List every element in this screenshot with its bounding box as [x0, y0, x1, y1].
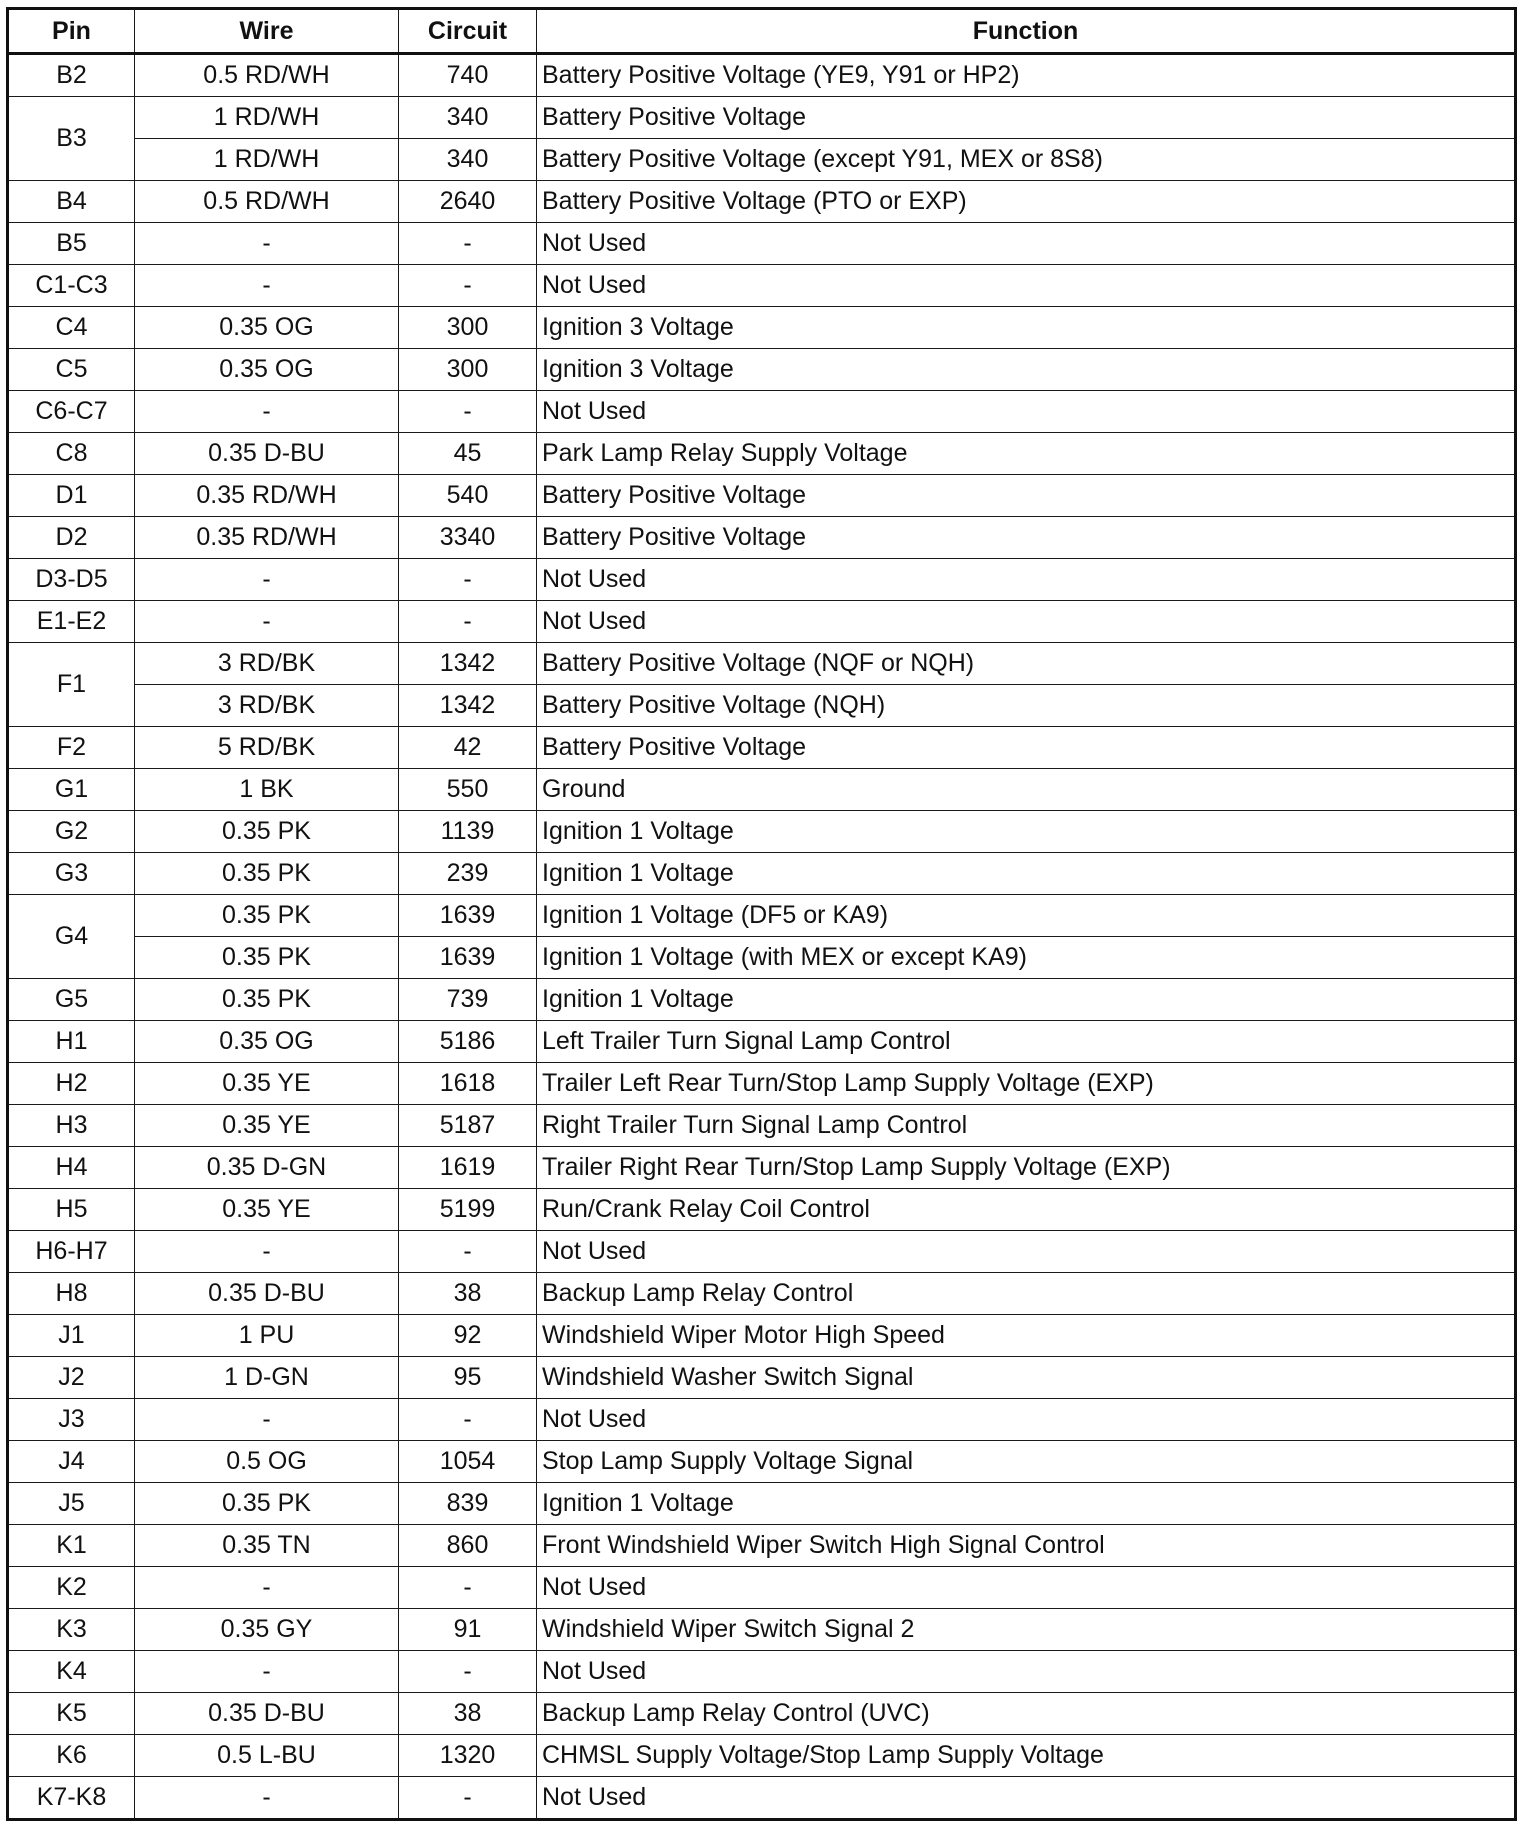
pin-cell: G5 [8, 979, 135, 1021]
circuit-cell: 2640 [399, 181, 537, 223]
wire-cell: 0.5 RD/WH [135, 181, 399, 223]
circuit-cell: - [399, 1231, 537, 1273]
table-row [8, 1441, 1516, 1483]
circuit-cell: 340 [399, 97, 537, 139]
wire-cell: 0.35 PK [135, 979, 399, 1021]
circuit-cell: - [399, 1399, 537, 1441]
circuit-cell: - [399, 1651, 537, 1693]
pin-cell: K4 [8, 1651, 135, 1693]
pin-cell: K5 [8, 1693, 135, 1735]
wire-cell: 3 RD/BK [135, 643, 399, 685]
function-cell: Not Used [537, 1651, 1516, 1693]
function-cell: Backup Lamp Relay Control [537, 1273, 1516, 1315]
function-cell: Park Lamp Relay Supply Voltage [537, 433, 1516, 475]
function-cell: Ignition 1 Voltage [537, 853, 1516, 895]
pin-cell: G4 [8, 895, 135, 979]
wire-cell: 0.35 PK [135, 937, 399, 979]
circuit-cell: 550 [399, 769, 537, 811]
table-row [8, 1483, 1516, 1525]
circuit-cell: 860 [399, 1525, 537, 1567]
column-header-wire: Wire [135, 9, 399, 54]
pin-cell: E1-E2 [8, 601, 135, 643]
function-cell: Front Windshield Wiper Switch High Signal Control [537, 1525, 1516, 1567]
circuit-cell: 92 [399, 1315, 537, 1357]
wire-cell: 0.35 D-GN [135, 1147, 399, 1189]
function-cell: Battery Positive Voltage (PTO or EXP) [537, 181, 1516, 223]
function-cell: Battery Positive Voltage (except Y91, MEX or 8S8) [537, 139, 1516, 181]
column-header-circuit: Circuit [399, 9, 537, 54]
circuit-cell: 38 [399, 1693, 537, 1735]
circuit-cell: 1320 [399, 1735, 537, 1777]
function-cell: Backup Lamp Relay Control (UVC) [537, 1693, 1516, 1735]
pin-cell: F2 [8, 727, 135, 769]
table-row [8, 391, 1516, 433]
pin-cell: H3 [8, 1105, 135, 1147]
table-row [8, 1609, 1516, 1651]
wire-cell: 0.35 RD/WH [135, 517, 399, 559]
wire-cell: 1 PU [135, 1315, 399, 1357]
function-cell: Battery Positive Voltage [537, 517, 1516, 559]
table-row [8, 895, 1516, 937]
circuit-cell: 1618 [399, 1063, 537, 1105]
wire-cell: 5 RD/BK [135, 727, 399, 769]
pin-cell: B2 [8, 54, 135, 97]
table-row [8, 1189, 1516, 1231]
function-cell: Battery Positive Voltage (NQF or NQH) [537, 643, 1516, 685]
function-cell: Left Trailer Turn Signal Lamp Control [537, 1021, 1516, 1063]
wire-cell: 0.5 OG [135, 1441, 399, 1483]
function-cell: Ignition 1 Voltage (with MEX or except KA9) [537, 937, 1516, 979]
pin-cell: C8 [8, 433, 135, 475]
circuit-cell: 1639 [399, 895, 537, 937]
wire-cell: 0.35 D-BU [135, 1693, 399, 1735]
wire-cell: 0.35 D-BU [135, 1273, 399, 1315]
circuit-cell: 300 [399, 349, 537, 391]
circuit-cell: 739 [399, 979, 537, 1021]
pinout-table-container [6, 7, 1517, 1821]
circuit-cell: 740 [399, 54, 537, 97]
circuit-cell: 1639 [399, 937, 537, 979]
circuit-cell: 5187 [399, 1105, 537, 1147]
circuit-cell: - [399, 1777, 537, 1820]
table-row [8, 1063, 1516, 1105]
table-row [8, 727, 1516, 769]
wire-cell: 0.35 PK [135, 853, 399, 895]
function-cell: Ignition 1 Voltage (DF5 or KA9) [537, 895, 1516, 937]
table-row [8, 1147, 1516, 1189]
circuit-cell: - [399, 265, 537, 307]
table-row [8, 853, 1516, 895]
function-cell: Ground [537, 769, 1516, 811]
table-row [8, 979, 1516, 1021]
circuit-cell: - [399, 223, 537, 265]
function-cell: Windshield Wiper Motor High Speed [537, 1315, 1516, 1357]
table-row [8, 1735, 1516, 1777]
wire-cell: - [135, 1777, 399, 1820]
circuit-cell: 239 [399, 853, 537, 895]
table-row [8, 349, 1516, 391]
function-cell: Ignition 1 Voltage [537, 811, 1516, 853]
table-row [8, 1399, 1516, 1441]
table-row [8, 475, 1516, 517]
function-cell: Ignition 3 Voltage [537, 307, 1516, 349]
function-cell: Windshield Wiper Switch Signal 2 [537, 1609, 1516, 1651]
circuit-cell: 3340 [399, 517, 537, 559]
pin-cell: F1 [8, 643, 135, 727]
table-row [8, 1357, 1516, 1399]
table-row [8, 1105, 1516, 1147]
wire-cell: 1 RD/WH [135, 97, 399, 139]
circuit-cell: 45 [399, 433, 537, 475]
table-row [8, 643, 1516, 685]
column-header-pin: Pin [8, 9, 135, 54]
pin-cell: J5 [8, 1483, 135, 1525]
wire-cell: - [135, 559, 399, 601]
function-cell: Battery Positive Voltage (YE9, Y91 or HP2) [537, 54, 1516, 97]
pin-cell: J4 [8, 1441, 135, 1483]
table-row [8, 1651, 1516, 1693]
pin-cell: J2 [8, 1357, 135, 1399]
pin-cell: K2 [8, 1567, 135, 1609]
table-row [8, 559, 1516, 601]
table-row [8, 1315, 1516, 1357]
column-header-function: Function [537, 9, 1516, 54]
circuit-cell: 300 [399, 307, 537, 349]
pin-cell: B3 [8, 97, 135, 181]
wire-cell: - [135, 265, 399, 307]
pin-cell: D3-D5 [8, 559, 135, 601]
circuit-cell: 91 [399, 1609, 537, 1651]
pin-cell: H5 [8, 1189, 135, 1231]
wire-cell: 0.35 OG [135, 307, 399, 349]
wire-cell: - [135, 1651, 399, 1693]
wire-cell: 0.35 YE [135, 1189, 399, 1231]
function-cell: Battery Positive Voltage [537, 727, 1516, 769]
pin-cell: D1 [8, 475, 135, 517]
wire-cell: - [135, 601, 399, 643]
table-row [8, 1273, 1516, 1315]
circuit-cell: 1342 [399, 685, 537, 727]
table-row [8, 433, 1516, 475]
pin-cell: J1 [8, 1315, 135, 1357]
pin-cell: B4 [8, 181, 135, 223]
table-row [8, 223, 1516, 265]
wire-cell: - [135, 223, 399, 265]
function-cell: Not Used [537, 1399, 1516, 1441]
function-cell: Not Used [537, 1231, 1516, 1273]
wire-cell: 0.35 D-BU [135, 433, 399, 475]
function-cell: Not Used [537, 559, 1516, 601]
wire-cell: 0.5 RD/WH [135, 54, 399, 97]
circuit-cell: - [399, 391, 537, 433]
table-row [8, 1567, 1516, 1609]
pin-cell: H2 [8, 1063, 135, 1105]
table-row [8, 1021, 1516, 1063]
function-cell: Trailer Left Rear Turn/Stop Lamp Supply Voltage (EXP) [537, 1063, 1516, 1105]
circuit-cell: 340 [399, 139, 537, 181]
wire-cell: 1 BK [135, 769, 399, 811]
table-body [8, 54, 1516, 1820]
function-cell: Battery Positive Voltage [537, 475, 1516, 517]
wire-cell: 0.5 L-BU [135, 1735, 399, 1777]
wire-cell: 3 RD/BK [135, 685, 399, 727]
circuit-cell: 1342 [399, 643, 537, 685]
table-header-row [8, 9, 1516, 54]
circuit-cell: 1054 [399, 1441, 537, 1483]
circuit-cell: - [399, 1567, 537, 1609]
function-cell: Battery Positive Voltage (NQH) [537, 685, 1516, 727]
pin-cell: C6-C7 [8, 391, 135, 433]
table-row [8, 139, 1516, 181]
circuit-cell: 1139 [399, 811, 537, 853]
circuit-cell: 5186 [399, 1021, 537, 1063]
pin-cell: D2 [8, 517, 135, 559]
wire-cell: - [135, 1399, 399, 1441]
table-row [8, 181, 1516, 223]
table-row [8, 307, 1516, 349]
pin-cell: K6 [8, 1735, 135, 1777]
pin-cell: C4 [8, 307, 135, 349]
circuit-cell: 1619 [399, 1147, 537, 1189]
wire-cell: - [135, 391, 399, 433]
wire-cell: 0.35 OG [135, 1021, 399, 1063]
wire-cell: 0.35 PK [135, 895, 399, 937]
table-row [8, 601, 1516, 643]
wire-cell: 0.35 PK [135, 1483, 399, 1525]
wire-cell: 0.35 RD/WH [135, 475, 399, 517]
circuit-cell: - [399, 559, 537, 601]
function-cell: Not Used [537, 265, 1516, 307]
circuit-cell: 839 [399, 1483, 537, 1525]
function-cell: Trailer Right Rear Turn/Stop Lamp Supply Voltage (EXP) [537, 1147, 1516, 1189]
table-row [8, 1777, 1516, 1820]
table-row [8, 265, 1516, 307]
pin-cell: G1 [8, 769, 135, 811]
pin-cell: H8 [8, 1273, 135, 1315]
function-cell: Windshield Washer Switch Signal [537, 1357, 1516, 1399]
pin-cell: G3 [8, 853, 135, 895]
function-cell: CHMSL Supply Voltage/Stop Lamp Supply Voltage [537, 1735, 1516, 1777]
circuit-cell: 5199 [399, 1189, 537, 1231]
function-cell: Battery Positive Voltage [537, 97, 1516, 139]
pin-cell: H6-H7 [8, 1231, 135, 1273]
wire-cell: 0.35 TN [135, 1525, 399, 1567]
table-row [8, 1231, 1516, 1273]
circuit-cell: - [399, 601, 537, 643]
function-cell: Right Trailer Turn Signal Lamp Control [537, 1105, 1516, 1147]
pin-cell: C5 [8, 349, 135, 391]
wire-cell: - [135, 1231, 399, 1273]
table-row [8, 937, 1516, 979]
pin-cell: K7-K8 [8, 1777, 135, 1820]
circuit-cell: 95 [399, 1357, 537, 1399]
pin-cell: J3 [8, 1399, 135, 1441]
pin-cell: B5 [8, 223, 135, 265]
function-cell: Stop Lamp Supply Voltage Signal [537, 1441, 1516, 1483]
wire-cell: 0.35 GY [135, 1609, 399, 1651]
function-cell: Ignition 3 Voltage [537, 349, 1516, 391]
function-cell: Not Used [537, 1777, 1516, 1820]
table-row [8, 1525, 1516, 1567]
pin-cell: C1-C3 [8, 265, 135, 307]
pin-cell: G2 [8, 811, 135, 853]
connector-pinout-table [6, 7, 1517, 1821]
table-row [8, 97, 1516, 139]
wire-cell: 0.35 PK [135, 811, 399, 853]
function-cell: Run/Crank Relay Coil Control [537, 1189, 1516, 1231]
table-row [8, 54, 1516, 97]
function-cell: Not Used [537, 601, 1516, 643]
wire-cell: 0.35 YE [135, 1063, 399, 1105]
table-row [8, 769, 1516, 811]
function-cell: Ignition 1 Voltage [537, 1483, 1516, 1525]
function-cell: Not Used [537, 391, 1516, 433]
table-row [8, 811, 1516, 853]
function-cell: Not Used [537, 223, 1516, 265]
wire-cell: - [135, 1567, 399, 1609]
function-cell: Not Used [537, 1567, 1516, 1609]
function-cell: Ignition 1 Voltage [537, 979, 1516, 1021]
table-row [8, 517, 1516, 559]
pin-cell: K1 [8, 1525, 135, 1567]
pin-cell: H1 [8, 1021, 135, 1063]
circuit-cell: 540 [399, 475, 537, 517]
table-row [8, 685, 1516, 727]
wire-cell: 1 D-GN [135, 1357, 399, 1399]
pin-cell: K3 [8, 1609, 135, 1651]
circuit-cell: 38 [399, 1273, 537, 1315]
table-row [8, 1693, 1516, 1735]
circuit-cell: 42 [399, 727, 537, 769]
wire-cell: 0.35 OG [135, 349, 399, 391]
pin-cell: H4 [8, 1147, 135, 1189]
wire-cell: 0.35 YE [135, 1105, 399, 1147]
wire-cell: 1 RD/WH [135, 139, 399, 181]
